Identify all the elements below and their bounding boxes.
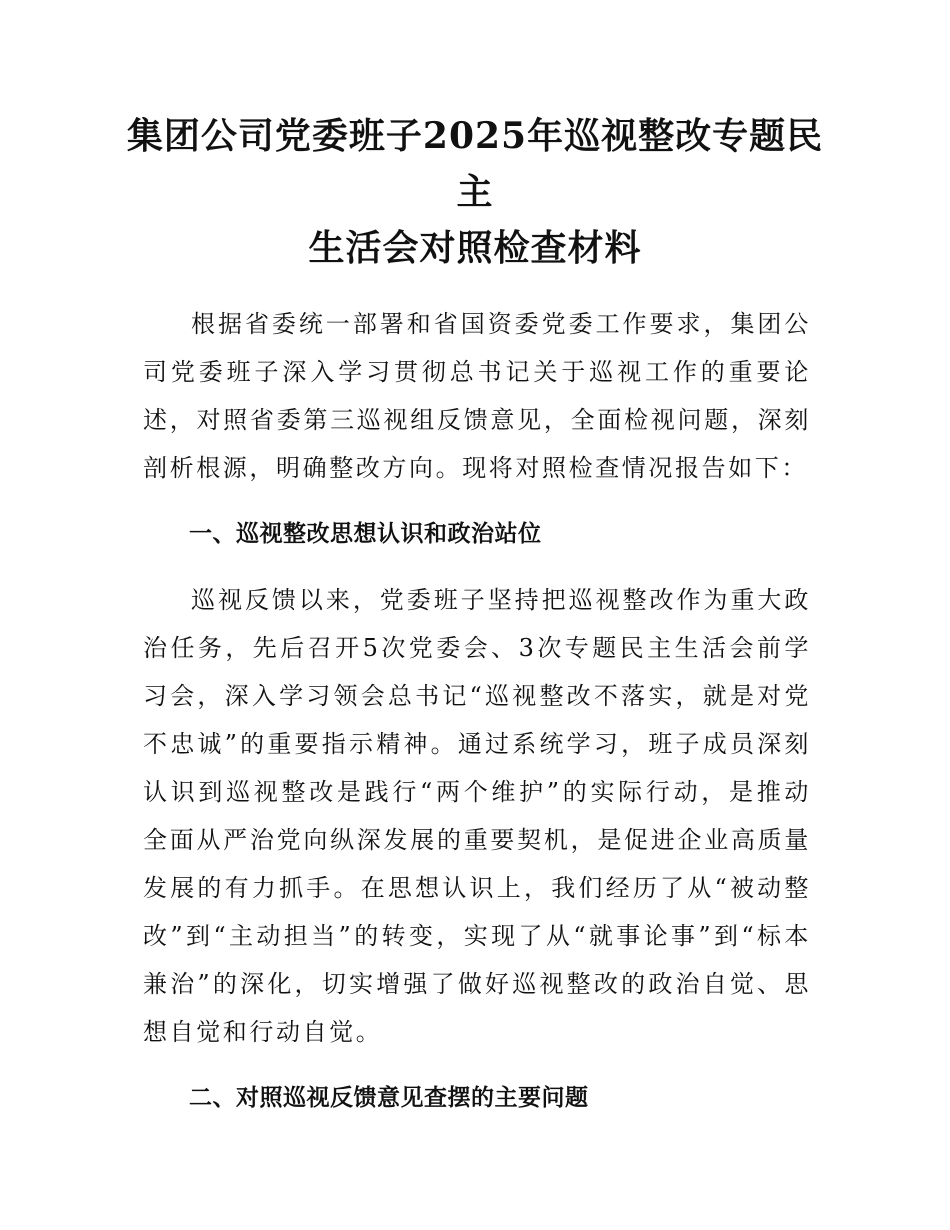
document-body (143, 300, 811, 1140)
section-2-heading: 二、对照巡视反馈意见查摆的主要问题 (189, 1085, 589, 1111)
section-1-heading: 一、巡视整改思想认识和政治站位 (189, 521, 542, 547)
title-line-2: 生活会对照检查材料 (308, 227, 642, 269)
section-1-paragraph: 巡视反馈以来，党委班子坚持把巡视整改作为重大政治任务，先后召开5次党委会、3次专题民主生活会前学习会，深入学习领会总书记“巡视整改不落实，就是对党不忠诚”的重要指示精神。通过系统学习，班子成员深刻认识到巡视整改是践行“两个维护”的实际行动，是推动全面从严治党向纵深发展的重要契机，是促进企业高质量发展的有力抓手。在思想认识上，我们经历了从“被动整改”到“主动担当”的转变，实现了从“就事论事”到“标本兼治”的深化，切实增强了做好巡视整改的政治自觉、思想自觉和行动自觉。 (143, 586, 811, 1046)
document-title (120, 108, 830, 276)
intro-paragraph: 根据省委统一部署和省国资委党委工作要求，集团公司党委班子深入学习贯彻总书记关于巡视工作的重要论述，对照省委第三巡视组反馈意见，全面检视问题，深刻剖析根源，明确整改方向。现将对照检查情况报告如下： (143, 310, 811, 482)
title-line-1: 集团公司党委班子2025年巡视整改专题民主 (126, 115, 824, 213)
